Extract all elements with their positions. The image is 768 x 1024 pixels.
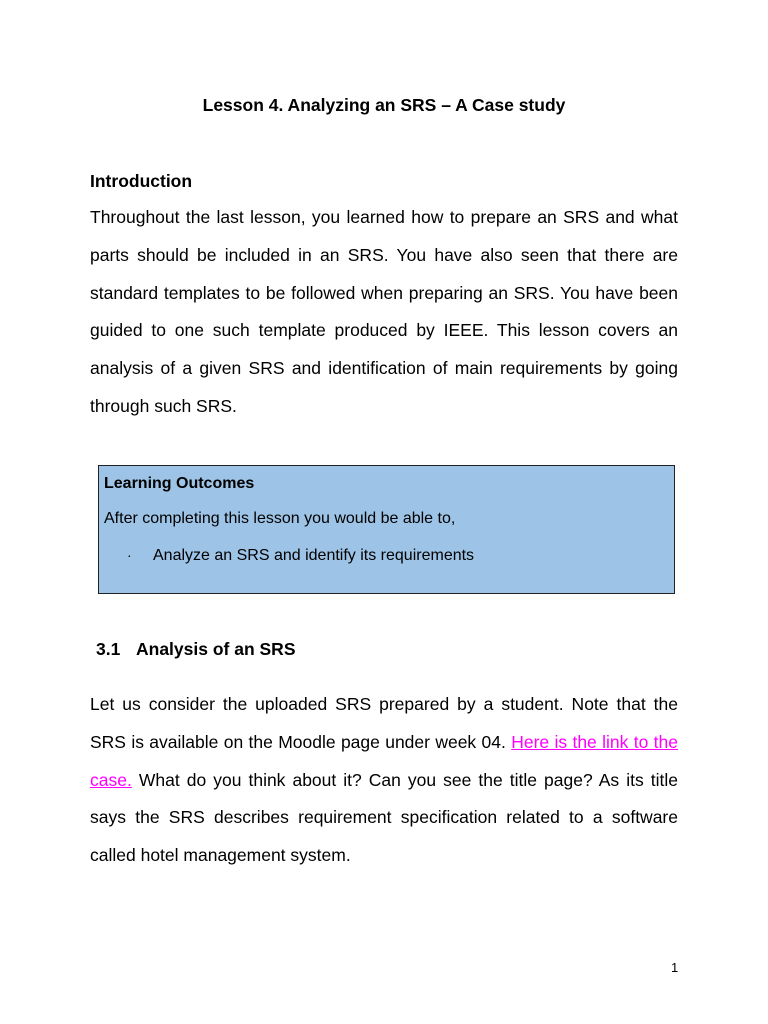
learning-outcomes-lead: After completing this lesson you would be able to, [104, 510, 456, 527]
learning-outcome-item [127, 545, 474, 566]
analysis-paragraph [90, 686, 678, 875]
bullet-icon: · [127, 547, 132, 563]
page-number: 1 [671, 960, 679, 975]
section-number: 3.1 [96, 639, 121, 659]
section-3-1-heading [96, 638, 296, 660]
case-link[interactable]: Here is the link to the case. [90, 731, 678, 790]
document-title: Lesson 4. Analyzing an SRS – A Case study [202, 95, 566, 115]
introduction-heading: Introduction [90, 171, 193, 191]
analysis-text-before-link: Let us consider the uploaded SRS prepared by a student. Note that the SRS is available on the Moodle page under week 04. [90, 694, 678, 752]
learning-outcomes-heading: Learning Outcomes [104, 475, 255, 492]
introduction-paragraph: Throughout the last lesson, you learned how to prepare an SRS and what parts should be included in an SRS. You have also seen that there are standard templates to be followed when preparing an SRS. You have been guided to one such template produced by IEEE. This lesson covers an analysis of a given SRS and identification of main requirements by going through such SRS. [90, 207, 678, 416]
learning-outcomes-box [98, 465, 675, 594]
section-title: Analysis of an SRS [136, 639, 296, 659]
analysis-text-after-link: What do you think about it? Can you see the title page? As its title says the SRS describes requirement specification related to a software called hotel management system. [90, 769, 678, 866]
learning-outcome-text: Analyze an SRS and identify its requirements [153, 547, 475, 564]
